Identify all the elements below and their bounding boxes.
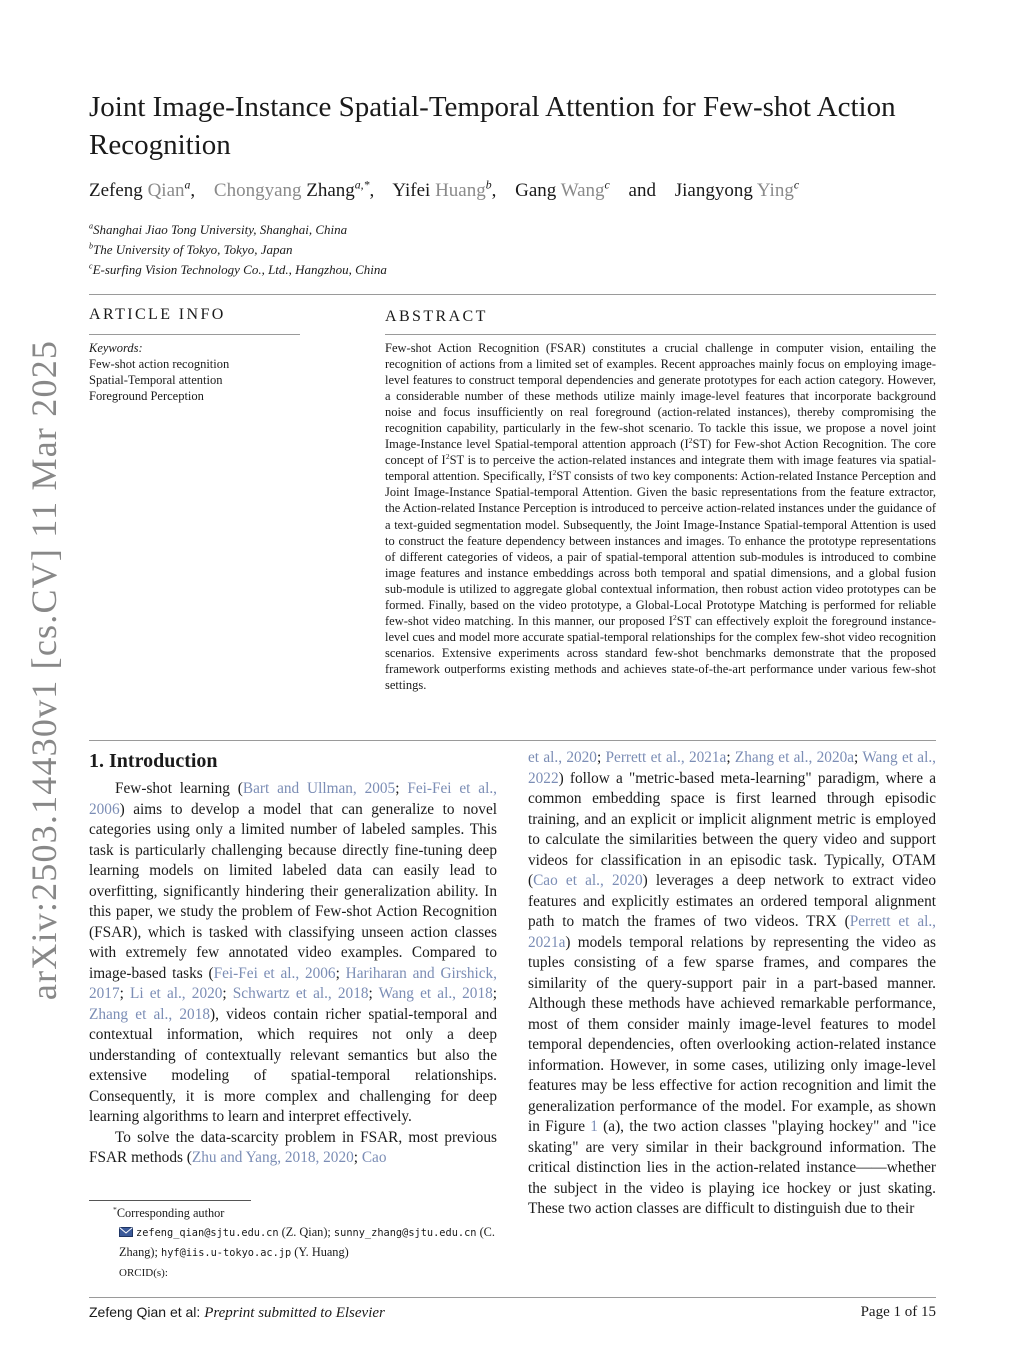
citation-link[interactable]: Bart and Ullman, 2005 (242, 780, 396, 797)
footnote-rule (89, 1200, 251, 1201)
arxiv-id: arXiv:2503.14430v1 [cs.CV] 11 Mar 2025 (24, 339, 64, 1001)
title-line-2: Recognition (89, 129, 231, 161)
citation-link[interactable]: Perrett et al., 2021a (528, 913, 937, 951)
citation-link[interactable]: Zhang et al., 2018 (89, 1005, 210, 1023)
abstract-text: Few-shot Action Recognition (FSAR) constitutes a crucial challenge in computer vision, entailing the recognition of actions from a limited set of examples. Recent approaches mainly focus on employing image-level features to construct temporal dependencies and generate prototypes for each action category. However, a considerable number of these methods utilize mainly image-level features that incorporate background noise and focus insufficiently on real foreground (action-related instances), thereby compromising the recognition capability, particularly in the few-shot scenario. To tackle this issue, we propose a novel joint Image-Instance level Spatial-temporal attention approach $(I^2ST)$ for Few-shot Action Recognition. The core concept of $I^2ST$ is to perceive the action-related instances and integrate them with image features via spatial-temporal attention. Specifically, $I^2ST$ consists of two key components: Action-related Instance Perception and Joint Image-Instance Spatial-temporal Attention. Given the basic representations from the feature extractor, the Action-related Instance Perception is introduced to perceive action-related instances under the guidance of a text-guided segmentation model. Subsequently, the Joint Image-Instance Spatial-temporal Attention is used to construct the feature dependency between instances and images. To enhance the prototype representations of different categories of videos, a pair of spatial-temporal attention sub-modules is introduced to combine image features and instance embeddings across both temporal and spatial dimensions, and a global fusion sub-module is utilized to aggregate global contextual information, then robust action video prototypes can be formed. Finally, based on the video prototype, a Global-Local Prototype Matching is performed for reliable few-shot video matching. In this manner, our proposed $I^2ST$ can effectively exploit the foreground instance-level cues and model more accurate spatial-temporal relationships for the complex few-shot video recognition scenarios. Extensive experiments across standard few-shot benchmarks demonstrate that the proposed framework outperforms existing methods and achieves state-of-the-art performance under various few-shot settings. (385, 341, 937, 692)
email-link[interactable]: hyf@iis.u-tokyo.ac.jp (161, 1246, 292, 1259)
divider (89, 740, 936, 741)
page-number: Page 1 of 15 (860, 1304, 936, 1320)
keywords-label: Keywords: (89, 341, 143, 355)
intro-left-column (89, 779, 497, 1169)
affiliation: $^a$Shanghai Jiao Tong University, Shanghai, China (89, 221, 348, 237)
abstract-heading: ABSTRACT (385, 308, 488, 325)
divider (385, 334, 936, 335)
citation-link[interactable]: Wang et al., 2022 (528, 749, 936, 787)
citation-link[interactable]: Li et al., 2020 (130, 985, 223, 1002)
footnotes (89, 1204, 497, 1282)
paragraph: Few-shot learning (Bart and Ullman, 2005; Fei-Fei et al., 2006) aims to develop a model that can generalize to novel categories using only a limited number of labeled samples. This task is particularly challenging because directly fine-tuning deep learning models on limited labeled data can easily lead to overfitting, significantly hindering their generalization ability. In this paper, we study the problem of Few-shot Action Recognition (FSAR), which is tasked with classifying unseen action classes with extremely few annotated video examples. Compared to image-based tasks (Fei-Fei et al., 2006; Hariharan and Girshick, 2017; Li et al., 2020; Schwartz et al., 2018; Wang et al., 2018; Zhang et al., 2018), videos contain richer spatial-temporal and contextual information, which requires not only a deep understanding of contextually relevant semantics but also the extensive modeling of spatial-temporal relationships. Consequently, it is more complex and challenging for deep learning algorithms to learn and interpret effectively. (89, 780, 498, 1125)
author: Zefeng Qian$^a$, (89, 178, 196, 201)
citation-link[interactable]: Fei-Fei et al., 2006 (89, 780, 497, 818)
citation-link[interactable]: Wang et al., 2018 (378, 985, 493, 1002)
affiliation: $^c$E-surfing Vision Technology Co., Ltd., Hangzhou, China (89, 261, 387, 277)
author-and: and (628, 180, 656, 201)
citation-link[interactable]: Perrett et al., 2021a (605, 749, 727, 766)
paper-title (89, 88, 949, 164)
intro-right-column (528, 748, 936, 1220)
keyword: Spatial-Temporal attention (89, 373, 223, 387)
citation-link[interactable]: Zhu and Yang, 2018, 2020 (191, 1149, 354, 1166)
article-info-heading: ARTICLE INFO (89, 306, 226, 323)
figure-link[interactable]: 1 (590, 1118, 598, 1135)
email-icon (119, 1227, 133, 1237)
citation-link[interactable]: Cao et al., 2020 (533, 872, 643, 889)
divider (89, 334, 300, 335)
citation-link[interactable]: Cao (361, 1149, 387, 1166)
author: Gang Wang$^c$ (515, 178, 610, 201)
citation-link[interactable]: Zhang et al., 2020a (734, 749, 855, 766)
paragraph: et al., 2020; Perrett et al., 2021a; Zhang et al., 2020a; Wang et al., 2022) follow a "metric-based meta-learning" paradigm, where a common embedding space is first learned through episodic training, and an explicit or implicit alignment metric is employed to calculate the similarities between the query video and support videos for classification in an episodic task. Typically, OTAM (Cao et al., 2020) leverages a deep network to extract video features and explicitly estimates an ordered temporal alignment path to match the frames of two videos. TRX (Perrett et al., 2021a) models temporal relations by representing the video as tuples consisting of a few sparse frames, and compares the similarity of the query-support pair in a part-based manner. Although these methods have achieved remarkable performance, most of them consider mainly image-level features to model temporal dependencies, often overlooking action-related instance information. However, in some cases, utilizing only image-level features may be less effective for action recognition and limit the generalization performance of the model. For example, as shown in Figure 1 (a), the two action classes "playing hockey" and "ice skating" are very similar in their background information. The critical distinction lies in the action-related instance——whether the subject in the video is playing ice hockey or just skating. These two action classes are difficult to distinguish due to their (528, 749, 937, 1217)
citation-link[interactable]: Schwartz et al., 2018 (232, 985, 369, 1002)
author: Chongyang Zhang$^{a,*}$, (213, 178, 375, 201)
email-note: zefeng_qian@sjtu.edu.cn (Z. Qian); sunny_zhang@sjtu.edu.cn (C. Zhang); hyf@iis.u-tokyo.ac.jp (Y. Huang) (119, 1224, 495, 1259)
orcid-note: ORCID(s): (119, 1266, 168, 1279)
corresponding-note: *Corresponding author (113, 1204, 225, 1220)
keyword: Foreground Perception (89, 389, 204, 403)
paragraph: To solve the data-scarcity problem in FSAR, most previous FSAR methods (Zhu and Yang, 2018, 2020; Cao (89, 1128, 497, 1166)
affiliation: $^b$The University of Tokyo, Tokyo, Japan (89, 241, 293, 257)
author-list (89, 180, 949, 202)
keyword: Few-shot action recognition (89, 357, 230, 371)
citation-link[interactable]: Fei-Fei et al., 2006 (213, 964, 336, 982)
footer-left: Zefeng Qian et al: Preprint submitted to Elsevier (89, 1304, 385, 1321)
footer-divider (89, 1297, 936, 1298)
author: Jiangyong Ying$^c$ (674, 178, 800, 201)
author: Yifei Huang$^b$, (392, 178, 497, 201)
arxiv-stamp (14, 339, 74, 1001)
title-line-1: Joint Image-Instance Spatial-Temporal Attention for Few-shot Action (89, 91, 896, 123)
divider (89, 294, 936, 295)
citation-link[interactable]: Hariharan and Girshick, 2017 (89, 964, 498, 1002)
email-link[interactable]: sunny_zhang@sjtu.edu.cn (333, 1226, 477, 1239)
citation-link[interactable]: et al., 2020 (528, 749, 597, 766)
keywords (89, 340, 349, 404)
section-heading: 1. Introduction (89, 750, 218, 772)
email-link[interactable]: zefeng_qian@sjtu.edu.cn (136, 1226, 279, 1239)
